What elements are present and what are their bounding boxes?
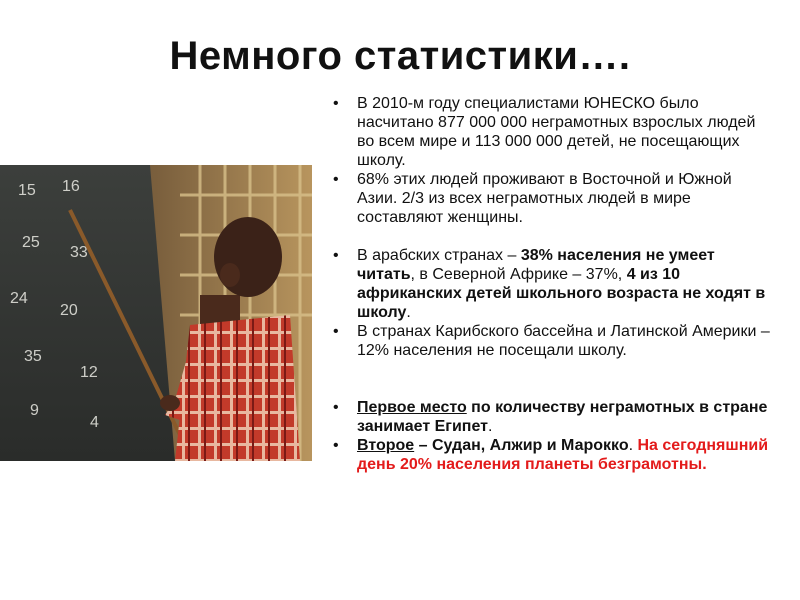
item-highlight-text: На сегодняшний день 20% населения планеты безграмотны. — [357, 437, 769, 473]
item-text: В арабских странах – — [357, 247, 521, 264]
bullet-dot: • — [333, 399, 339, 416]
item-bold-text: по количеству — [466, 399, 590, 416]
slide-title: Немного статистики…. — [169, 34, 631, 78]
item-bold-text: 4 из 10 африканских детей школьного возраста не ходят в школу — [357, 266, 766, 321]
item-text: . — [488, 418, 493, 435]
list-item — [333, 322, 773, 360]
list-item — [333, 398, 773, 436]
photo-boy-at-chalkboard — [0, 165, 312, 461]
item-text: В 2010-м году специалистами ЮНЕСКО было насчитано 877 000 000 неграмотных взрослых людей во всем мире и 113 000 000 детей, не посещающих школу. — [357, 95, 756, 169]
item-text: 68% этих людей проживают в Восточной и Южной Азии. 2/3 из всех неграмотных людей в мире составляют женщины. — [357, 171, 732, 226]
item-text: . — [406, 304, 411, 321]
chalk-number: 20 — [60, 302, 78, 319]
list-item — [333, 436, 773, 474]
chalk-number: 4 — [90, 414, 99, 431]
bullet-dot: • — [333, 323, 339, 340]
chalk-number: 16 — [62, 178, 80, 195]
chalk-number: 12 — [80, 364, 98, 381]
item-text: В странах Карибского бассейна и Латинской Америки – 12% населения не посещали школу. — [357, 323, 770, 359]
chalk-number: 24 — [10, 290, 28, 307]
item-bold-text: неграмотных в стране занимает Египет — [357, 399, 768, 435]
chalk-number: 33 — [70, 244, 88, 261]
photo-illustration — [0, 165, 312, 461]
bullet-dot: • — [333, 171, 339, 188]
bullet-dot: • — [333, 95, 339, 112]
item-underlined-text: Первое место — [357, 399, 467, 416]
list-item — [333, 246, 773, 322]
chalkboard — [0, 165, 175, 461]
chalk-number: 35 — [24, 348, 42, 365]
list-item — [333, 94, 773, 170]
item-text: , в Северной Африке – 37%, — [410, 266, 627, 283]
item-bold-text: – Судан, Алжир и Марокко — [414, 437, 629, 454]
item-underlined-text: Второе — [357, 437, 415, 454]
list-item — [333, 170, 773, 227]
bullet-dot: • — [333, 247, 339, 264]
chalk-number: 25 — [22, 234, 40, 251]
chalk-number: 15 — [18, 182, 36, 199]
bullet-list — [333, 94, 773, 474]
item-bold-text: 38% населения не умеет читать — [357, 247, 715, 283]
bullet-dot: • — [333, 437, 339, 454]
chalk-number: 9 — [30, 402, 39, 419]
item-text: . — [628, 437, 638, 454]
